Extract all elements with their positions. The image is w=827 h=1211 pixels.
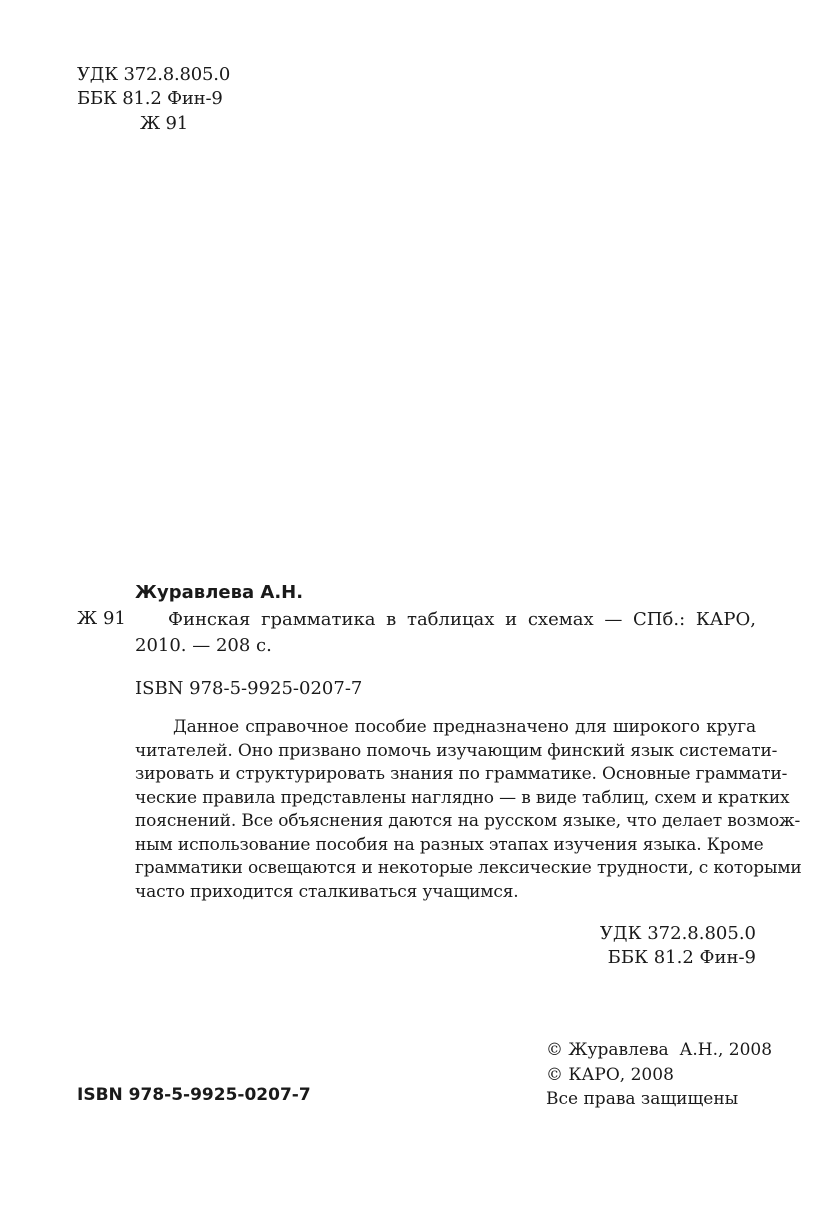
isbn-footer: ISBN 978-5-9925-0207-7 xyxy=(77,1085,311,1105)
book-title-line-1: Финская грамматика в таблицах и схемах — СПб.: КАРО, xyxy=(168,609,756,630)
abstract-line: пояснений. Все объяснения даются на русском языке, что делает возмож- xyxy=(135,811,801,831)
udk-code-top: УДК 372.8.805.0 xyxy=(77,64,231,85)
abstract-line: Данное справочное пособие предназначено для широкого круга xyxy=(173,717,756,737)
author-sign-left: Ж 91 xyxy=(77,608,126,629)
copyright-author: © Журавлева А.Н., 2008 xyxy=(546,1040,773,1060)
abstract-line: ным использование пособия на разных этапах изучения языка. Кроме xyxy=(135,834,764,855)
udk-code-right: УДК 372.8.805.0 xyxy=(599,923,756,944)
abstract-line: ческие правила представлены наглядно — в виде таблиц, схем и кратких xyxy=(135,787,790,808)
abstract-line: читателей. Оно призвано помочь изучающим финский язык системати- xyxy=(135,740,778,761)
author-name: Журавлева А.Н. xyxy=(135,582,304,603)
bibliographic-description xyxy=(135,607,756,659)
isbn-record: ISBN 978-5-9925-0207-7 xyxy=(135,678,363,699)
abstract-line: часто приходится сталкиваться учащимся. xyxy=(135,881,519,902)
abstract xyxy=(135,716,802,904)
rights-reserved: Все права защищены xyxy=(546,1089,739,1109)
bbk-code-right: ББК 81.2 Фин-9 xyxy=(607,947,756,968)
book-title-line-2: 2010. — 208 с. xyxy=(135,635,272,656)
abstract-line: грамматики освещаются и некоторые лексические трудности, с которыми xyxy=(135,858,802,878)
author-sign-top: Ж 91 xyxy=(140,113,189,134)
bbk-code-top: ББК 81.2 Фин-9 xyxy=(77,88,223,109)
copyright-block xyxy=(546,1038,772,1112)
abstract-line: зировать и структурировать знания по грамматике. Основные граммати- xyxy=(135,764,788,784)
classification-codes-right xyxy=(600,922,756,970)
copyright-publisher: © КАРО, 2008 xyxy=(546,1064,674,1085)
